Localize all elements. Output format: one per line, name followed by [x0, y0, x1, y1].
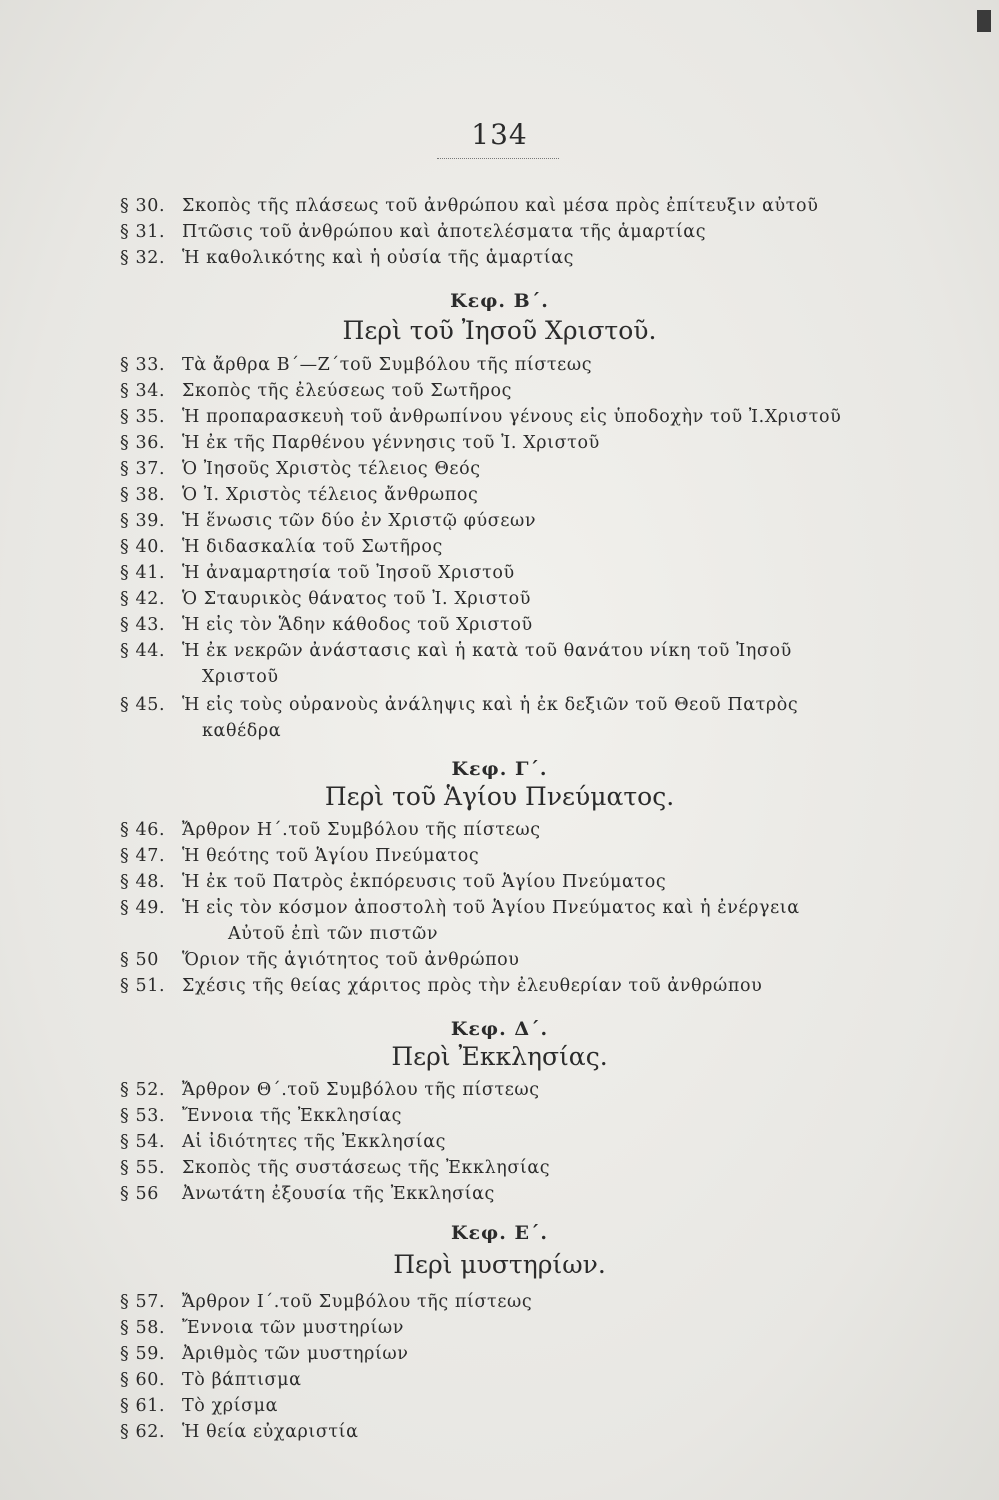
section-title: Σκοπὸς τῆς πλάσεως τοῦ ἀνθρώπου καὶ μέσα πρὸς ἐπίτευξιν αὐτοῦ	[182, 196, 819, 216]
section-title: Ἡ διδασκαλία τοῦ Σωτῆρος	[182, 537, 443, 557]
section-number: § 59.	[120, 1344, 166, 1364]
toc-entry	[120, 615, 533, 635]
section-title: Σκοπὸς τῆς συστάσεως τῆς Ἐκκλησίας	[182, 1158, 551, 1178]
section-number: § 42.	[120, 589, 166, 609]
section-title: Ἡ ἐκ τοῦ Πατρὸς ἐκπόρευσις τοῦ Ἁγίου Πνεύματος	[182, 872, 667, 892]
chapter-title: Περὶ τοῦ Ἁγίου Πνεύματος.	[324, 782, 675, 811]
chapter-title: Περὶ Ἐκκλησίας.	[391, 1042, 608, 1071]
section-title: Τὸ βάπτισμα	[182, 1370, 302, 1390]
toc-entry-continuation: Χριστοῦ	[202, 667, 279, 687]
toc-entry	[120, 563, 515, 583]
section-number: § 50	[120, 950, 159, 970]
toc-entry	[120, 1080, 540, 1100]
toc-entry	[120, 898, 800, 918]
section-title: Ἡ εἰς τὸν κόσμον ἀποστολὴ τοῦ Ἁγίου Πνεύματος καὶ ἡ ἐνέργεια	[182, 898, 800, 918]
section-title: Ἔννοια τῆς Ἐκκλησίας	[182, 1106, 403, 1126]
section-number: § 54.	[120, 1132, 166, 1152]
section-number: § 34.	[120, 381, 166, 401]
toc-entry	[120, 1344, 409, 1364]
section-title: Αἱ ἰδιότητες τῆς Ἐκκλησίας	[182, 1132, 447, 1152]
section-number: § 53.	[120, 1106, 166, 1126]
toc-entry	[120, 248, 574, 268]
section-number: § 58.	[120, 1318, 166, 1338]
section-number: § 45.	[120, 695, 166, 715]
section-title: Ὅριον τῆς ἁγιότητος τοῦ ἀνθρώπου	[182, 950, 520, 970]
section-number: § 39.	[120, 511, 166, 531]
section-title: Τὸ χρίσμα	[182, 1396, 279, 1416]
toc-entry	[120, 589, 531, 609]
section-number: § 44.	[120, 641, 166, 661]
toc-entry	[120, 846, 479, 866]
section-number: § 35.	[120, 407, 166, 427]
section-number: § 31.	[120, 222, 166, 242]
toc-entry	[120, 950, 520, 970]
toc-entry	[120, 1106, 402, 1126]
section-title: Ἡ καθολικότης καὶ ἡ οὐσία τῆς ἁμαρτίας	[182, 248, 575, 268]
section-number: § 30.	[120, 196, 166, 216]
toc-entry	[120, 1292, 532, 1312]
section-number: § 60.	[120, 1370, 166, 1390]
section-title: Πτῶσις τοῦ ἀνθρώπου καὶ ἀποτελέσματα τῆς ἁμαρτίας	[182, 222, 707, 242]
page-edge-mark	[977, 10, 991, 32]
toc-entry-continuation: καθέδρα	[202, 721, 282, 741]
section-title: Ἡ θεία εὐχαριστία	[182, 1422, 359, 1442]
section-title: Ὁ Ἰ. Χριστὸς τέλειος ἄνθρωπος	[182, 485, 479, 505]
section-title: Ἡ θεότης τοῦ Ἁγίου Πνεύματος	[182, 846, 480, 866]
section-title: Ἄρθρον Ι΄.τοῦ Συμβόλου τῆς πίστεως	[182, 1292, 533, 1312]
section-title: Ἡ προπαρασκευὴ τοῦ ἀνθρωπίνου γένους εἰς ὑποδοχὴν τοῦ Ἰ.Χριστοῦ	[182, 407, 842, 427]
section-number: § 52.	[120, 1080, 166, 1100]
section-title: Ὁ Σταυρικὸς θάνατος τοῦ Ἰ. Χριστοῦ	[182, 589, 531, 609]
toc-entry	[120, 433, 600, 453]
section-title: Ἡ ἐκ νεκρῶν ἀνάστασις καὶ ἡ κατὰ τοῦ θανάτου νίκη τοῦ Ἰησοῦ	[182, 641, 792, 661]
section-number: § 38.	[120, 485, 166, 505]
section-number: § 40.	[120, 537, 166, 557]
chapter-label: Κεφ. Β΄.	[450, 290, 549, 312]
toc-entry	[120, 511, 536, 531]
section-title: Ἡ εἰς τὸν Ἅδην κάθοδος τοῦ Χριστοῦ	[182, 615, 533, 635]
section-title: Ἀνωτάτη ἐξουσία τῆς Ἐκκλησίας	[182, 1184, 495, 1204]
section-title: Ἀριθμὸς τῶν μυστηρίων	[182, 1344, 409, 1364]
section-number: § 55.	[120, 1158, 166, 1178]
section-title: Ἡ ἐκ τῆς Παρθένου γέννησις τοῦ Ἰ. Χριστοῦ	[182, 433, 600, 453]
section-number: § 33.	[120, 355, 166, 375]
section-title: Ἡ εἰς τοὺς οὐρανοὺς ἀνάληψις καὶ ἡ ἐκ δεξιῶν τοῦ Θεοῦ Πατρὸς	[182, 695, 799, 715]
page-number: 134	[471, 118, 528, 151]
toc-entry	[120, 976, 762, 996]
section-number: § 47.	[120, 846, 166, 866]
toc-entry	[120, 1318, 404, 1338]
section-title: Ὁ Ἰησοῦς Χριστὸς τέλειος Θεός	[182, 459, 481, 479]
toc-entry	[120, 820, 541, 840]
section-number: § 46.	[120, 820, 166, 840]
toc-entry	[120, 1422, 359, 1442]
toc-entry	[120, 222, 706, 242]
toc-entry	[120, 459, 481, 479]
toc-entry-continuation: Αὐτοῦ ἐπὶ τῶν πιστῶν	[228, 924, 439, 944]
chapter-label: Κεφ. Δ΄.	[450, 1018, 549, 1040]
toc-entry	[120, 695, 798, 715]
section-title: Ἔννοια τῶν μυστηρίων	[182, 1318, 405, 1338]
page-number-rule	[437, 158, 559, 159]
section-title: Σχέσις τῆς θείας χάριτος πρὸς τὴν ἐλευθερίαν τοῦ ἀνθρώπου	[182, 976, 763, 996]
section-title: Σκοπὸς τῆς ἐλεύσεως τοῦ Σωτῆρος	[182, 381, 513, 401]
toc-entry	[120, 1370, 302, 1390]
section-number: § 61.	[120, 1396, 166, 1416]
chapter-label: Κεφ. Γ΄.	[451, 758, 548, 780]
toc-entry	[120, 485, 478, 505]
chapter-title: Περὶ μυστηρίων.	[393, 1250, 606, 1279]
section-title: Ἡ ἕνωσις τῶν δύο ἐν Χριστῷ φύσεων	[182, 511, 537, 531]
section-number: § 37.	[120, 459, 166, 479]
toc-entry	[120, 1184, 495, 1204]
section-number: § 49.	[120, 898, 166, 918]
toc-entry	[120, 355, 592, 375]
chapter-title: Περὶ τοῦ Ἰησοῦ Χριστοῦ.	[342, 316, 657, 345]
toc-entry	[120, 1132, 446, 1152]
chapter-label: Κεφ. Ε΄.	[450, 1222, 549, 1244]
section-number: § 62.	[120, 1422, 166, 1442]
toc-entry	[120, 1158, 550, 1178]
section-number: § 43.	[120, 615, 166, 635]
section-number: § 36.	[120, 433, 166, 453]
toc-entry	[120, 196, 818, 216]
section-title: Τὰ ἄρθρα Β΄—Ζ΄τοῦ Συμβόλου τῆς πίστεως	[182, 355, 593, 375]
section-number: § 56	[120, 1184, 159, 1204]
toc-entry	[120, 381, 512, 401]
toc-entry	[120, 1396, 278, 1416]
toc-entry	[120, 641, 792, 661]
section-number: § 48.	[120, 872, 166, 892]
toc-entry	[120, 407, 841, 427]
section-number: § 41.	[120, 563, 166, 583]
toc-entry	[120, 872, 666, 892]
section-number: § 51.	[120, 976, 166, 996]
section-title: Ἄρθρον Η΄.τοῦ Συμβόλου τῆς πίστεως	[182, 820, 541, 840]
section-number: § 32.	[120, 248, 166, 268]
section-title: Ἡ ἀναμαρτησία τοῦ Ἰησοῦ Χριστοῦ	[182, 563, 515, 583]
toc-entry	[120, 537, 443, 557]
section-title: Ἄρθρον Θ΄.τοῦ Συμβόλου τῆς πίστεως	[182, 1080, 540, 1100]
section-number: § 57.	[120, 1292, 166, 1312]
